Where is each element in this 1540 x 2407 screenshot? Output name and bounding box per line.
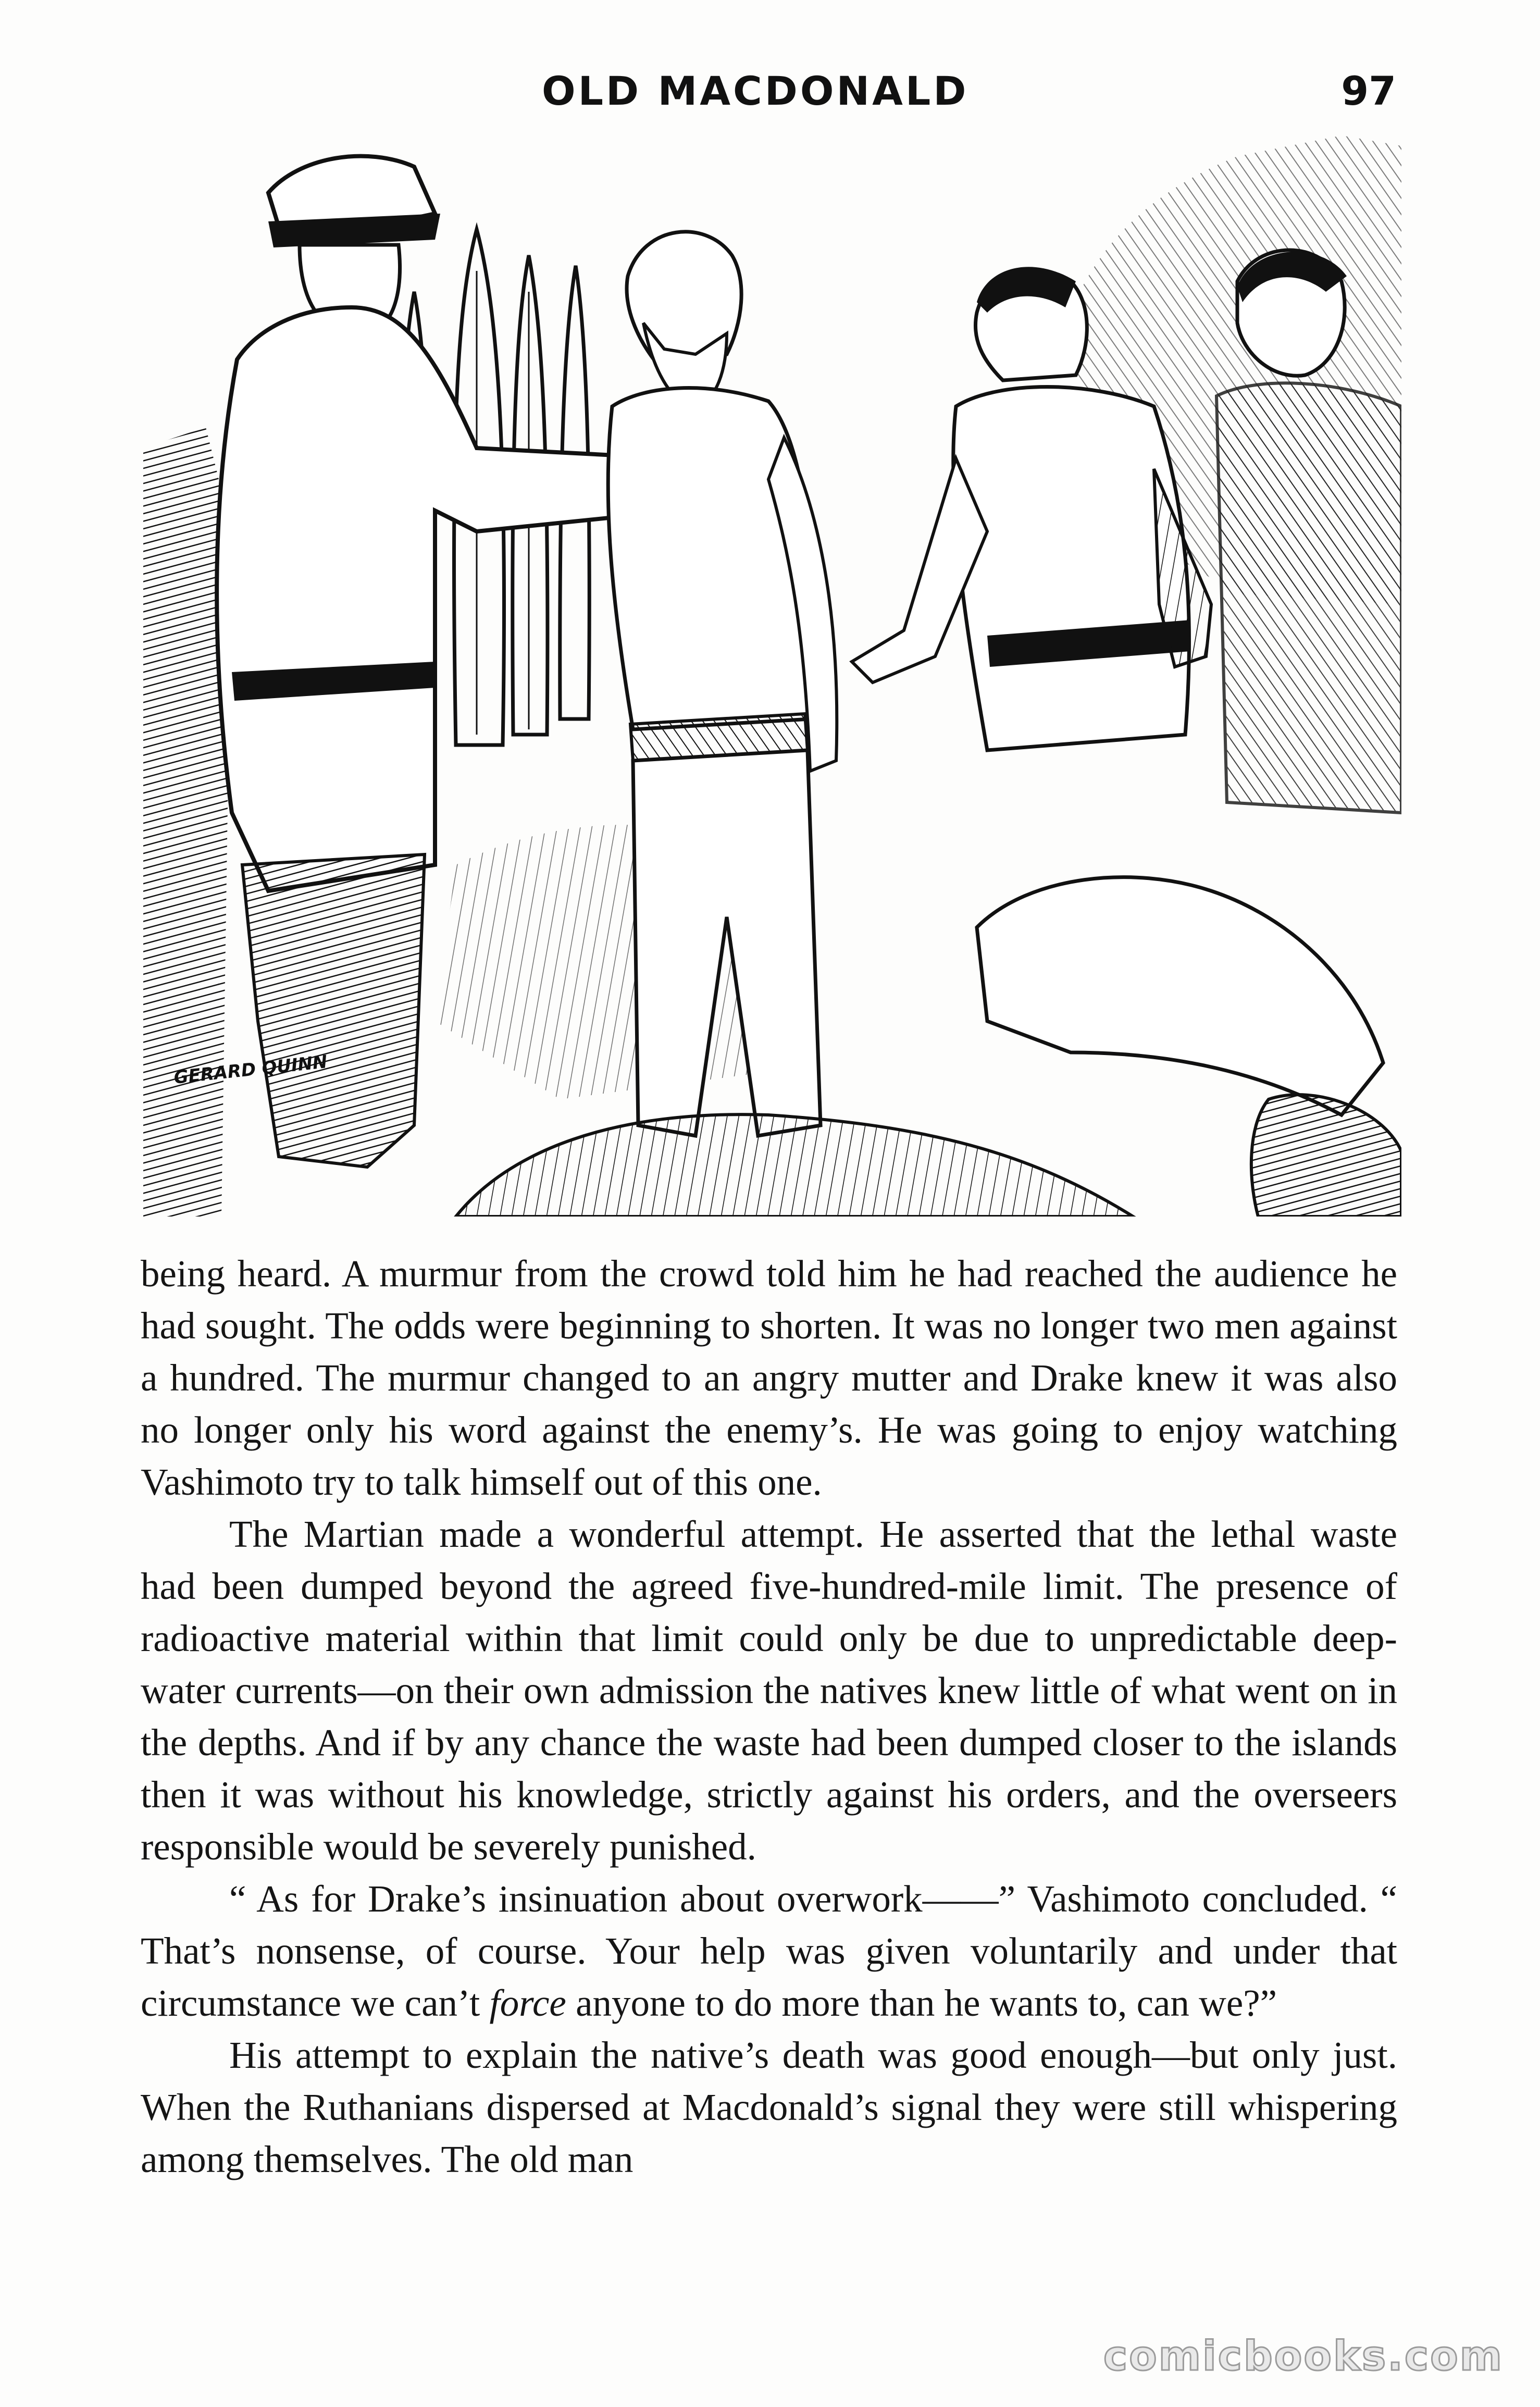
page-header bbox=[141, 68, 1396, 125]
running-title: OLD MACDONALD bbox=[542, 68, 969, 114]
signature-text: GERARD QUINN bbox=[172, 1051, 329, 1088]
paragraph-3-emphasis: force bbox=[489, 1982, 566, 2024]
illustration-drawing bbox=[143, 135, 1401, 1217]
paragraph-3-text-start: “ As for Drake’s insinuation about overwork——” Vashimoto concluded. “ That’s nonsense, of course. Your help was given voluntarily and under that circumstance we can’t bbox=[141, 1878, 1397, 2024]
paragraph-4: His attempt to explain the native’s death was good enough—but only just. When the Ruthanians dispersed at Macdonald’s signal they were still whispering among themselves. The old man bbox=[141, 2034, 1397, 2180]
watermark: comicbooks.com bbox=[1103, 2333, 1504, 2380]
page-number: 97 bbox=[1341, 68, 1396, 114]
body-text bbox=[141, 1248, 1397, 2186]
pen-and-ink-illustration bbox=[143, 135, 1401, 1217]
paragraph-2: The Martian made a wonderful attempt. He asserted that the lethal waste had been dumped beyond the agreed five-hundred-mile limit. The presence of radioactive material within that limit could only be due to unpredictable deep-water currents—on their own admission the natives knew little of what went on in the depths. And if by any chance the waste had been dumped closer to the islands then it was without his knowledge, strictly against his orders, and the overseers responsible would be severely punished. bbox=[141, 1513, 1397, 1868]
paragraph-1: being heard. A murmur from the crowd told him he had reached the audience he had sought. The odds were beginning to shorten. It was no longer two men against a hundred. The murmur changed to an angry mutter and Drake knew it was also no longer only his word against the enemy’s. He was going to enjoy watching Vashimoto try to talk himself out of this one. bbox=[141, 1252, 1397, 1503]
foreground-rubble bbox=[456, 1114, 1133, 1217]
crouching-figure bbox=[977, 877, 1401, 1217]
paragraph-3 bbox=[141, 1873, 1397, 2029]
paragraph-3-text-end: anyone to do more than he wants to, can we?” bbox=[566, 1982, 1277, 2024]
